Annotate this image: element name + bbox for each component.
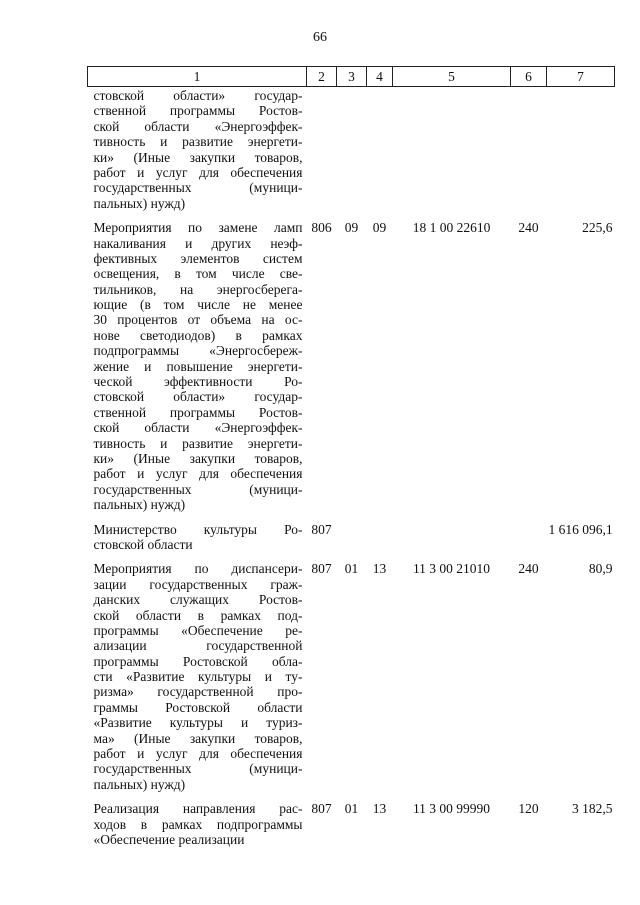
table-row <box>88 522 615 562</box>
target-article-code: 11 3 00 99990 <box>412 801 491 817</box>
subsection-code: 09 <box>372 220 387 236</box>
section-code <box>337 87 367 221</box>
description-line: работ и услуг для обеспечения <box>93 746 303 762</box>
description-line: пальных) нужд) <box>93 776 186 792</box>
description-line: ющие (в том числе не менее <box>93 297 303 313</box>
table-body <box>88 87 615 857</box>
ministry-code <box>307 87 337 221</box>
subsection-code: 13 <box>372 561 387 577</box>
description-line: государственных (муници- <box>93 180 303 196</box>
column-header: 2 <box>307 67 337 87</box>
description-line: ки» (Иные закупки товаров, <box>93 450 303 466</box>
description-line: ской области «Энергоэффек- <box>93 118 303 134</box>
expense-type-code: 240 <box>518 220 539 236</box>
column-header: 6 <box>511 67 547 87</box>
table-row <box>88 87 615 221</box>
description-line: пальных) нужд) <box>93 497 186 513</box>
page-number: 66 <box>313 30 327 45</box>
description-line: ходов в рамках подпрограммы <box>93 816 303 832</box>
ministry-code: 806 <box>311 220 332 236</box>
description-line: ственной программы Ростов- <box>93 103 303 119</box>
description-line: нове светодиодов) в рамках <box>93 327 303 343</box>
description-line: ки» (Иные закупки товаров, <box>93 149 303 165</box>
description-line: 30 процентов от объема на ос- <box>93 312 303 328</box>
row-description <box>88 87 307 221</box>
description-line: ственной программы Ростов- <box>93 404 303 420</box>
row-description <box>88 801 307 856</box>
table-row <box>88 220 615 521</box>
description-line: работ и услуг для обеспечения <box>93 164 303 180</box>
description-line: тильников, на энергосберега- <box>93 281 303 297</box>
row-description <box>88 522 307 562</box>
subsection-code <box>367 522 393 562</box>
budget-table <box>87 66 615 856</box>
target-article-code <box>393 522 511 562</box>
column-header: 5 <box>393 67 511 87</box>
section-code <box>337 522 367 562</box>
description-line: Мероприятия по диспансери- <box>93 561 303 577</box>
expense-type-code <box>511 87 547 221</box>
description-line: ризма» государственной про- <box>93 684 303 700</box>
subsection-code <box>367 87 393 221</box>
description-line: ской области «Энергоэффек- <box>93 420 303 436</box>
ministry-code: 807 <box>311 521 332 537</box>
description-line: ской области в рамках под- <box>93 607 303 623</box>
column-header: 1 <box>88 67 307 87</box>
column-header: 7 <box>547 67 615 87</box>
row-description <box>88 220 307 521</box>
expense-type-code: 120 <box>518 801 539 817</box>
description-line: ализации государственной <box>93 638 303 654</box>
description-line: программы «Обеспечение ре- <box>93 622 303 638</box>
amount: 225,6 <box>582 220 613 236</box>
description-line: программы Ростовской обла- <box>93 653 303 669</box>
description-line: государственных (муници- <box>93 481 303 497</box>
description-line: сти «Развитие культуры и ту- <box>93 669 303 685</box>
expense-type-code: 240 <box>518 561 539 577</box>
description-line: ма» (Иные закупки товаров, <box>93 730 303 746</box>
target-article-code: 11 3 00 21010 <box>412 561 491 577</box>
amount: 3 182,5 <box>572 801 613 817</box>
description-line: стовской области» государ- <box>93 88 303 103</box>
row-description <box>88 561 307 801</box>
subsection-code: 13 <box>372 801 387 817</box>
section-code: 01 <box>344 561 359 577</box>
amount: 80,9 <box>588 561 613 577</box>
target-article-code <box>393 87 511 221</box>
table-row <box>88 801 615 856</box>
description-line: государственных (муници- <box>93 761 303 777</box>
description-line: жение и повышение энергети- <box>93 358 303 374</box>
table-header-row <box>88 67 615 87</box>
amount: 1 616 096,1 <box>548 521 613 537</box>
section-code: 09 <box>344 220 359 236</box>
amount <box>547 87 615 221</box>
description-line: граммы Ростовской области <box>93 699 303 715</box>
description-line: освещения, в том числе све- <box>93 266 303 282</box>
description-line: ческой эффективности Ро- <box>93 374 303 390</box>
description-line: работ и услуг для обеспечения <box>93 466 303 482</box>
ministry-code: 807 <box>311 801 332 817</box>
description-line: Мероприятия по замене ламп <box>93 220 303 236</box>
description-line: «Обеспечение реализации <box>93 831 245 847</box>
description-line: пальных) нужд) <box>93 195 186 211</box>
description-line: зации государственных граж- <box>93 576 303 592</box>
description-line: тивность и развитие энергети- <box>93 435 303 451</box>
description-line: стовской области <box>93 536 193 552</box>
description-line: Министерство культуры Ро- <box>93 521 303 537</box>
description-line: накаливания и других неэф- <box>93 235 303 251</box>
expense-type-code <box>511 522 547 562</box>
ministry-code: 807 <box>311 561 332 577</box>
description-line: тивность и развитие энергети- <box>93 134 303 150</box>
column-header: 4 <box>367 67 393 87</box>
description-line: стовской области» государ- <box>93 389 303 405</box>
description-line: данских служащих Ростов- <box>93 592 303 608</box>
description-line: подпрограммы «Энергосбереж- <box>93 343 303 359</box>
description-line: Реализация направления рас- <box>93 801 303 817</box>
column-header: 3 <box>337 67 367 87</box>
description-line: «Развитие культуры и туриз- <box>93 715 303 731</box>
description-line: фективных элементов систем <box>93 250 303 266</box>
target-article-code: 18 1 00 22610 <box>412 220 491 236</box>
table-row <box>88 561 615 801</box>
section-code: 01 <box>344 801 359 817</box>
